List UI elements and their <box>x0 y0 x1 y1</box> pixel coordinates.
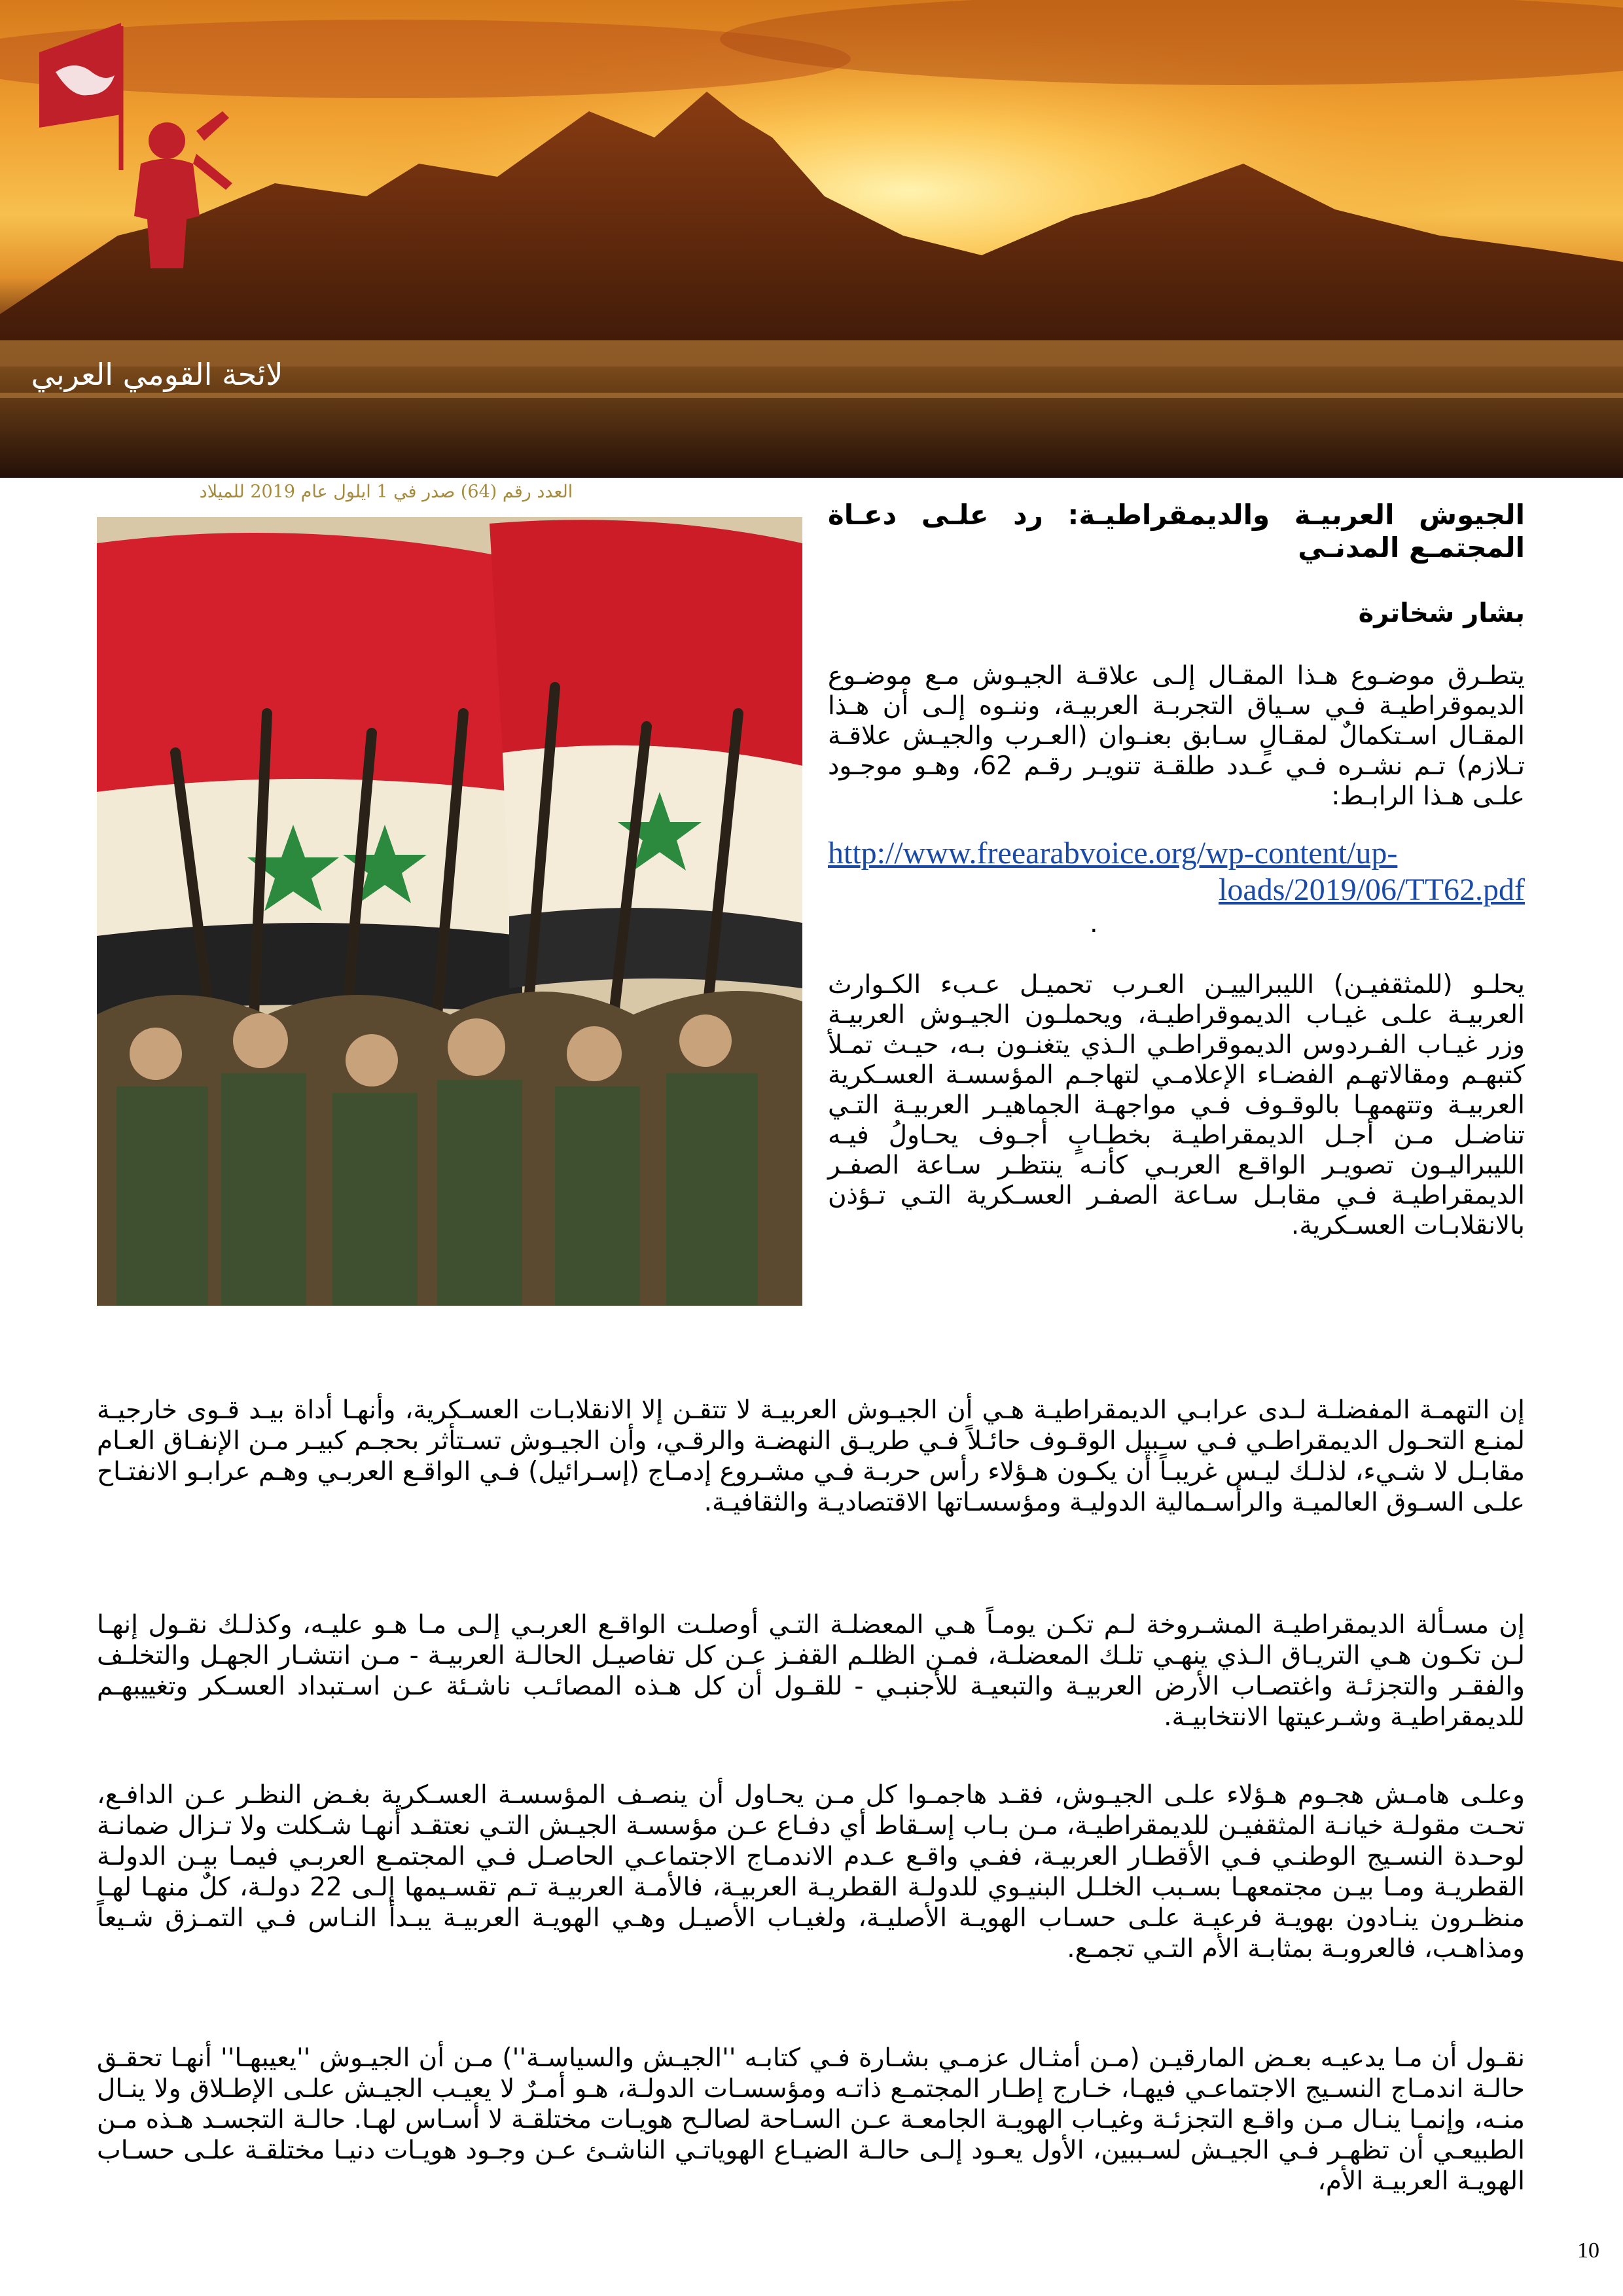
syrian-flags-soldiers-image <box>97 517 802 1306</box>
paragraph-full-1: إن التهمـة المفضلـة لـدى عرابـي الديمقراطيـة هـي أن الجيـوش العربيـة لا تتقـن إلا الانقلابـات العسـكرية، وأنهـا أداة بيـد قـوى خارجيـة لمنـع التحـول الديمقراطـي فـي سـبيل الوقـوف حائـلاً فـي طريـق النهضـة والرقـي، وأن الجيـوش تسـتأثر بحجـم كبيـر مـن الإنفـاق العـام مقابـل لا شـيء، لذلـك ليـس غريبـاً أن يكـون هـؤلاء رأس حربـة فـي مشـروع إدمـاج (إسـرائيل) فـي الواقـع العربـي وهـم عرابـو الانفتـاح علـى السـوق العالميـة والرأسـمالية الدوليـة ومؤسسـاتها الاقتصاديـة والثقافيـة. <box>97 1395 1525 1517</box>
article-link-line-2[interactable]: loads/2019/06/TT62.pdf <box>1219 872 1525 907</box>
paragraph-full-2: إن مسـألة الديمقراطيـة المشـروخة لـم تكـن يومـاً هـي المعضلـة التـي أوصلـت الواقـع العربـي إلـى مـا هـو عليـه، وكذلـك نقـول إنهـا لـن تكـون هـي التريـاق الـذي ينهـي تلـك المعضلـة، فمـن الظلـم القفـز عـن كل تفاصيـل الحالـة العربيـة - مـن انتشـار الجهـل والتخلـف والفقـر والتجزئـة واغتصـاب الأرض العربيـة والتبعيـة للأجنبـي - للقـول أن كل هـذه المصائـب ناشـئة عـن اسـتبداد العسـكر وتغييبهـم للديمقراطيـة وشـرعيتها الانتخابيـة. <box>97 1610 1525 1732</box>
article-title: الجيوش العربيـة والديمقراطيـة: رد علـى دعـاة المجتمـع المدنـي <box>828 499 1525 564</box>
intro-paragraph: يتطـرق موضـوع هـذا المقـال إلـى علاقـة الجيـوش مـع موضـوع الديموقراطيـة فـي سـياق التجربـة العربيـة، وننـوه إلـى أن هـذا المقـال اسـتكمالٌ لمقـالٍ سـابق بعنـوان (العـرب والجيـش علاقـة تـلازم) تـم نشـره فـي عـدد طلقـة تنويـر رقـم 62، وهـو موجـود علـى هـذا الرابـط: <box>828 661 1525 811</box>
header-banner <box>0 0 1623 478</box>
paragraph-full-3: وعلـى هامـش هجـوم هـؤلاء علـى الجيـوش، فقـد هاجمـوا كل مـن يحـاول أن ينصـف المؤسسـة العسـكرية بغـض النظـر عـن الدافـع، تحـت مقولـة خيانـة المثقفيـن للديمقراطيـة، مـن بـاب إسـقاط أي دفـاع عـن مؤسسـة الجيـش التـي نعتقـد أنهـا شـكلت ولا تـزال ضمانـة لوحـدة النسـيج الوطنـي فـي الأقطـار العربيـة، ففـي واقـع عـدم الاندمـاج الاجتماعـي الحاصـل فـي المجتمـع العربـي فيمـا بيـن الدولـة القطريـة ومـا بيـن مجتمعهـا بسـبب الخلـل البنيـوي للدولـة القطريـة العربيـة، فالأمـة العربيـة تـم تقسـيمها إلـى 22 دولـة، كلٌ منهـا لهـا منظـرون ينـادون بهويـة فرعيـة علـى حسـاب الهويـة الأصليـة، ولغيـاب الأصيـل وهـي الهويـة العربيـة يبـدأ النـاس فـي التمـزق شـيعاً ومذاهـب، فالعروبـة بمثابـة الأم التـي تجمـع. <box>97 1780 1525 1964</box>
article-author: بشار شخاترة <box>1358 598 1525 628</box>
article-column <box>828 499 1525 1241</box>
article-photo <box>97 517 802 1306</box>
paragraph-full-4: نقـول أن مـا يدعيـه بعـض المارقيـن (مـن أمثـال عزمـي بشـارة فـي كتابـه ''الجيـش والسياسـة'') مـن أن الجيـوش ''يعيبهـا'' أنهـا تحقـق حالـة اندمـاج النسـيج الاجتماعـي فيهـا، خـارج إطـار المجتمـع ذاتـه ومؤسسـات الدولـة، هـو أمـرٌ لا يعيـب الجيـش علـى الإطـلاق ولا ينـال منـه، وإنمـا ينـال مـن واقـع التجزئـة وغيـاب الهويـة الجامعـة عـن السـاحة لصالـح هويـات مختلقـة لا أسـاس لهـا. حالـة التجسـد هـذه مـن الطبيعـي أن تظهـر فـي الجيـش لسـببين، الأول يعـود إلـى حالـة الضيـاع الهوياتـي الناشـئ عـن وجـود هويـات دنيـا مختلقـة علـى حسـاب الهويـة العربيـة الأم، <box>97 2043 1525 2196</box>
article-link-line-1[interactable]: http://www.freearabvoice.org/wp-content/up- <box>828 836 1398 870</box>
logo-emblem <box>0 0 275 275</box>
page-number: 10 <box>1577 2238 1599 2263</box>
article-link[interactable] <box>828 835 1525 908</box>
column-paragraph-2: يحلـو (للمثقفيـن) الليبرالييـن العـرب تحميـل عـبء الكـوارث العربيـة علـى غيـاب الديموقراطيـة، ويحملـون الجيـوش العربيـة وزر غيـاب الفـردوس الديموقراطـي الـذي يتغنـون بـه، حيـث تمـلأ كتبهـم ومقالاتهـم الفضـاء الإعلامـي لتهاجـم المؤسسـة العسـكرية العربيـة وتتهمهـا بالوقـوف فـي مواجهـة الجماهيـر العربيـة التـي تناضـل مـن أجـل الديمقراطيـة بخطـابٍ أجـوف يحـاولُ فيـه الليبراليـون تصويـر الواقـع العربـي كأنـه ينتظـر سـاعة الصفـر الديمقراطيـة فـي مقابـل سـاعة الصفـر العسـكرية التـي تـؤذن بالانقلابـات العسـكرية. <box>828 970 1525 1240</box>
link-trailing-dot: . <box>1090 908 1098 939</box>
issue-line: العدد رقم (64) صدر في 1 ايلول عام 2019 للميلاد <box>199 482 573 502</box>
logo-text: لائحة القومي العربي <box>31 357 283 392</box>
